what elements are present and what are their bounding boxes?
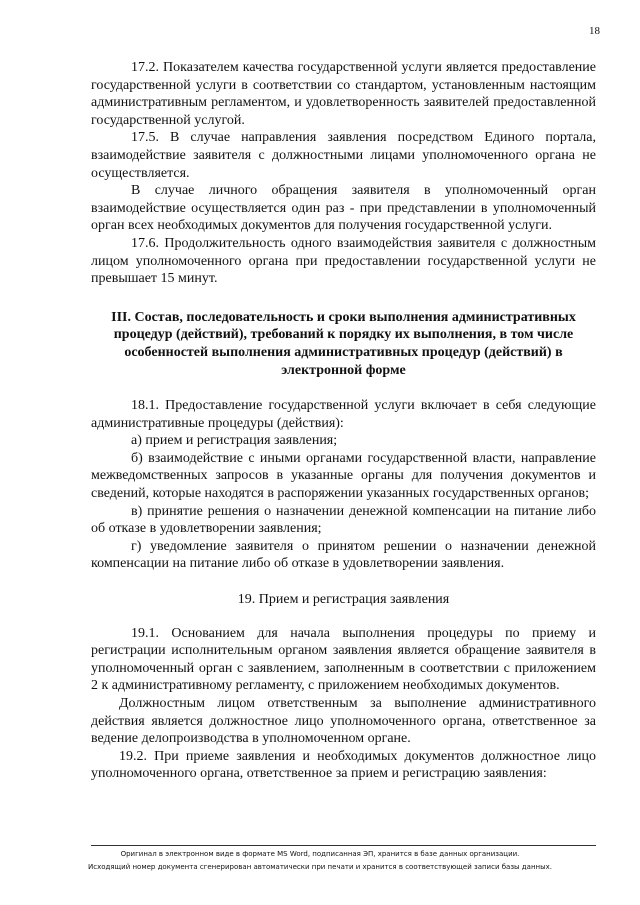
list-item-g: г) уведомление заявителя о принятом решении о назначении денежной компенсации на питание либо об отказе в удовлетворении заявления. bbox=[91, 538, 596, 572]
footer-line-1: Оригинал в электронном виде в формате MS Word, подписанная ЭП, хранится в базе данных организации. bbox=[120, 850, 520, 858]
page-number: 18 bbox=[589, 25, 600, 37]
list-item-b: б) взаимодействие с иными органами государственной власти, направление межведомственных запросов в указанные органы для получения документов и сведений, которые находятся в распоряжении указанных государственных органов; bbox=[91, 450, 596, 502]
paragraph-personal-appeal: В случае личного обращения заявителя в уполномоченный орган взаимодействие осуществляется один раз - при представлении в уполномоченный орган всех необходимых документов для получения государственной услуги. bbox=[91, 183, 596, 234]
spacer bbox=[91, 573, 596, 591]
footer-divider bbox=[91, 845, 596, 846]
spacer bbox=[91, 288, 596, 309]
subsection-heading-19: 19. Прием и регистрация заявления bbox=[237, 592, 450, 608]
paragraph-responsible-official: Должностным лицом ответственным за выполнение административного действия является должностное лицо уполномоченного органа, ответственное за ведение делопроизводства в уполномоченном органе. bbox=[91, 696, 596, 747]
list-item-a: а) прием и регистрация заявления; bbox=[131, 433, 338, 449]
paragraph-18-1: 18.1. Предоставление государственной услуги включает в себя следующие административные процедуры (действия): bbox=[91, 398, 596, 431]
paragraph-17-6: 17.6. Продолжительность одного взаимодействия заявителя с должностным лицом уполномоченного органа при предоставлении государственной услуги не превышает 15 минут. bbox=[91, 235, 596, 287]
section-heading-iii: III. Состав, последовательность и сроки выполнения административных процедур (действий), требований к порядку их выполнения, в том числе особенностей выполнения административных процедур (действий) в электронной форме bbox=[111, 309, 576, 378]
list-item-v: в) принятие решения о назначении денежной компенсации на питание либо об отказе в удовлетворении заявления; bbox=[91, 503, 596, 537]
paragraph-19-1: 19.1. Основанием для начала выполнения процедуры по приему и регистрации исполнительным органом заявления является обращение заявителя в уполномоченный орган с заявлением, заполненным в соответствии с приложением 2 к административному регламенту, с приложением необходимых документов. bbox=[91, 625, 596, 694]
paragraph-17-5: 17.5. В случае направления заявления посредством Единого портала, взаимодействие заявителя с должностными лицами уполномоченного органа не осуществляется. bbox=[91, 130, 596, 181]
footer-line-2: Исходящий номер документа сгенерирован автоматически при печати и хранится в соответствующей записи базы данных. bbox=[88, 863, 552, 871]
document-body bbox=[91, 59, 596, 783]
paragraph-19-2: 19.2. При приеме заявления и необходимых документов должностное лицо уполномоченного органа, ответственное за прием и регистрацию заявления: bbox=[91, 748, 596, 782]
spacer bbox=[91, 609, 596, 625]
paragraph-17-2: 17.2. Показателем качества государственной услуги является предоставление государственной услуги в соответствии со стандартом, установленным настоящим административным регламентом, и удовлетворенность заявителей предоставленной государственной услугой. bbox=[91, 60, 596, 128]
spacer bbox=[91, 379, 596, 397]
